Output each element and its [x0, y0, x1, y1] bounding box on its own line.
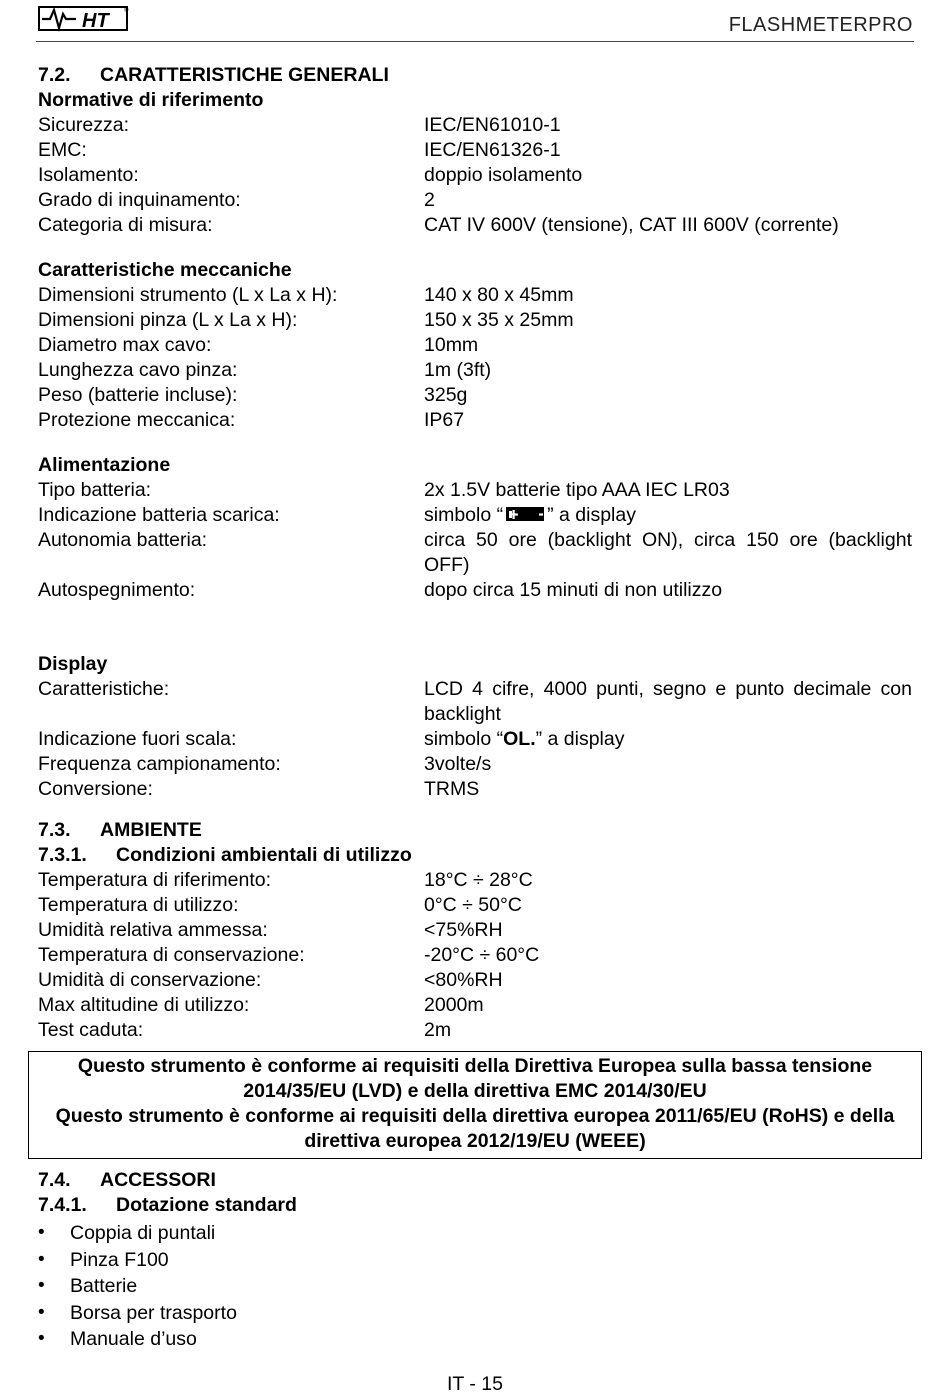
spec-row: Test caduta: 2m	[38, 1019, 452, 1041]
header-divider	[36, 41, 914, 42]
display-heading: Display	[38, 653, 108, 675]
list-item: • Batterie	[38, 1273, 912, 1300]
spec-row: Frequenza campionamento: 3volte/s	[38, 753, 492, 775]
logo-text: HT	[82, 10, 109, 32]
page-number: IT - 15	[447, 1373, 503, 1395]
spec-row: Sicurezza: IEC/EN61010-1	[38, 114, 561, 136]
normative-heading: Normative di riferimento	[38, 89, 264, 111]
spec-row: Temperatura di conservazione: -20°C ÷ 60°C	[38, 944, 540, 966]
spec-row: Temperatura di riferimento: 18°C ÷ 28°C	[38, 869, 533, 891]
ht-logo	[38, 4, 130, 32]
spec-row: Temperatura di utilizzo: 0°C ÷ 50°C	[38, 894, 522, 916]
spec-row: Autonomia batteria: circa 50 ore (backlight ON), circa 150 ore (backlight OFF)	[38, 529, 912, 576]
spec-row: Diametro max cavo: 10mm	[38, 334, 479, 356]
list-item: • Pinza F100	[38, 1247, 912, 1274]
spec-row: Umidità di conservazione: <80%RH	[38, 969, 503, 991]
spec-row: Grado di inquinamento: 2	[38, 189, 435, 211]
spec-row: EMC: IEC/EN61326-1	[38, 139, 561, 161]
document-title: FLASHMETERPRO	[728, 14, 913, 36]
svg-text:®: ®	[124, 8, 129, 14]
spec-row: Max altitudine di utilizzo: 2000m	[38, 994, 484, 1016]
spec-row: Dimensioni pinza (L x La x H): 150 x 35 x 25mm	[38, 309, 574, 331]
section-heading-7-4: 7.4. ACCESSORI	[38, 1169, 216, 1191]
list-item: • Borsa per trasporto	[38, 1300, 912, 1327]
battery-low-icon	[505, 505, 545, 523]
spec-row: Protezione meccanica: IP67	[38, 409, 465, 431]
subsection-heading-7-3-1: 7.3.1. Condizioni ambientali di utilizzo	[38, 844, 412, 866]
section-heading-7-2: 7.2. CARATTERISTICHE GENERALI	[38, 64, 389, 86]
accessories-list	[38, 1220, 912, 1353]
spec-row: Tipo batteria: 2x 1.5V batterie tipo AAA IEC LR03	[38, 479, 730, 501]
spec-row: Caratteristiche: LCD 4 cifre, 4000 punti, segno e punto decimale con backlight	[38, 678, 912, 725]
page-content	[38, 63, 912, 1353]
spec-row: Umidità relativa ammessa: <75%RH	[38, 919, 503, 941]
spec-row: Indicazione batteria scarica: simbolo “ ” a display	[38, 504, 636, 526]
spec-row: Lunghezza cavo pinza: 1m (3ft)	[38, 359, 492, 381]
spec-row: Dimensioni strumento (L x La x H): 140 x 80 x 45mm	[38, 284, 574, 306]
spec-row: Peso (batterie incluse): 325g	[38, 384, 468, 406]
spec-row: Isolamento: doppio isolamento	[38, 164, 583, 186]
compliance-notice-rohs-weee: Questo strumento è conforme ai requisiti della direttiva europea 2011/65/EU (RoHS) e della direttiva europea 2012/19/EU (WEEE)	[55, 1105, 895, 1152]
alimentazione-heading: Alimentazione	[38, 454, 171, 476]
section-heading-7-3: 7.3. AMBIENTE	[38, 819, 202, 841]
list-item: • Manuale d’uso	[38, 1326, 912, 1353]
spec-row: Indicazione fuori scala: simbolo “OL.” a display	[38, 728, 625, 750]
compliance-notice-box	[28, 1051, 922, 1159]
spec-row: Categoria di misura: CAT IV 600V (tensione), CAT III 600V (corrente)	[38, 214, 839, 236]
spec-row: Conversione: TRMS	[38, 778, 480, 800]
compliance-notice-lvd-emc: Questo strumento è conforme ai requisiti della Direttiva Europea sulla bassa tensione 2014/35/EU (LVD) e della direttiva EMC 2014/30/EU	[77, 1055, 873, 1102]
list-item: • Coppia di puntali	[38, 1220, 912, 1247]
spec-row: Autospegnimento: dopo circa 15 minuti di non utilizzo	[38, 579, 723, 601]
subsection-heading-7-4-1: 7.4.1. Dotazione standard	[38, 1194, 297, 1216]
meccaniche-heading: Caratteristiche meccaniche	[38, 259, 292, 281]
